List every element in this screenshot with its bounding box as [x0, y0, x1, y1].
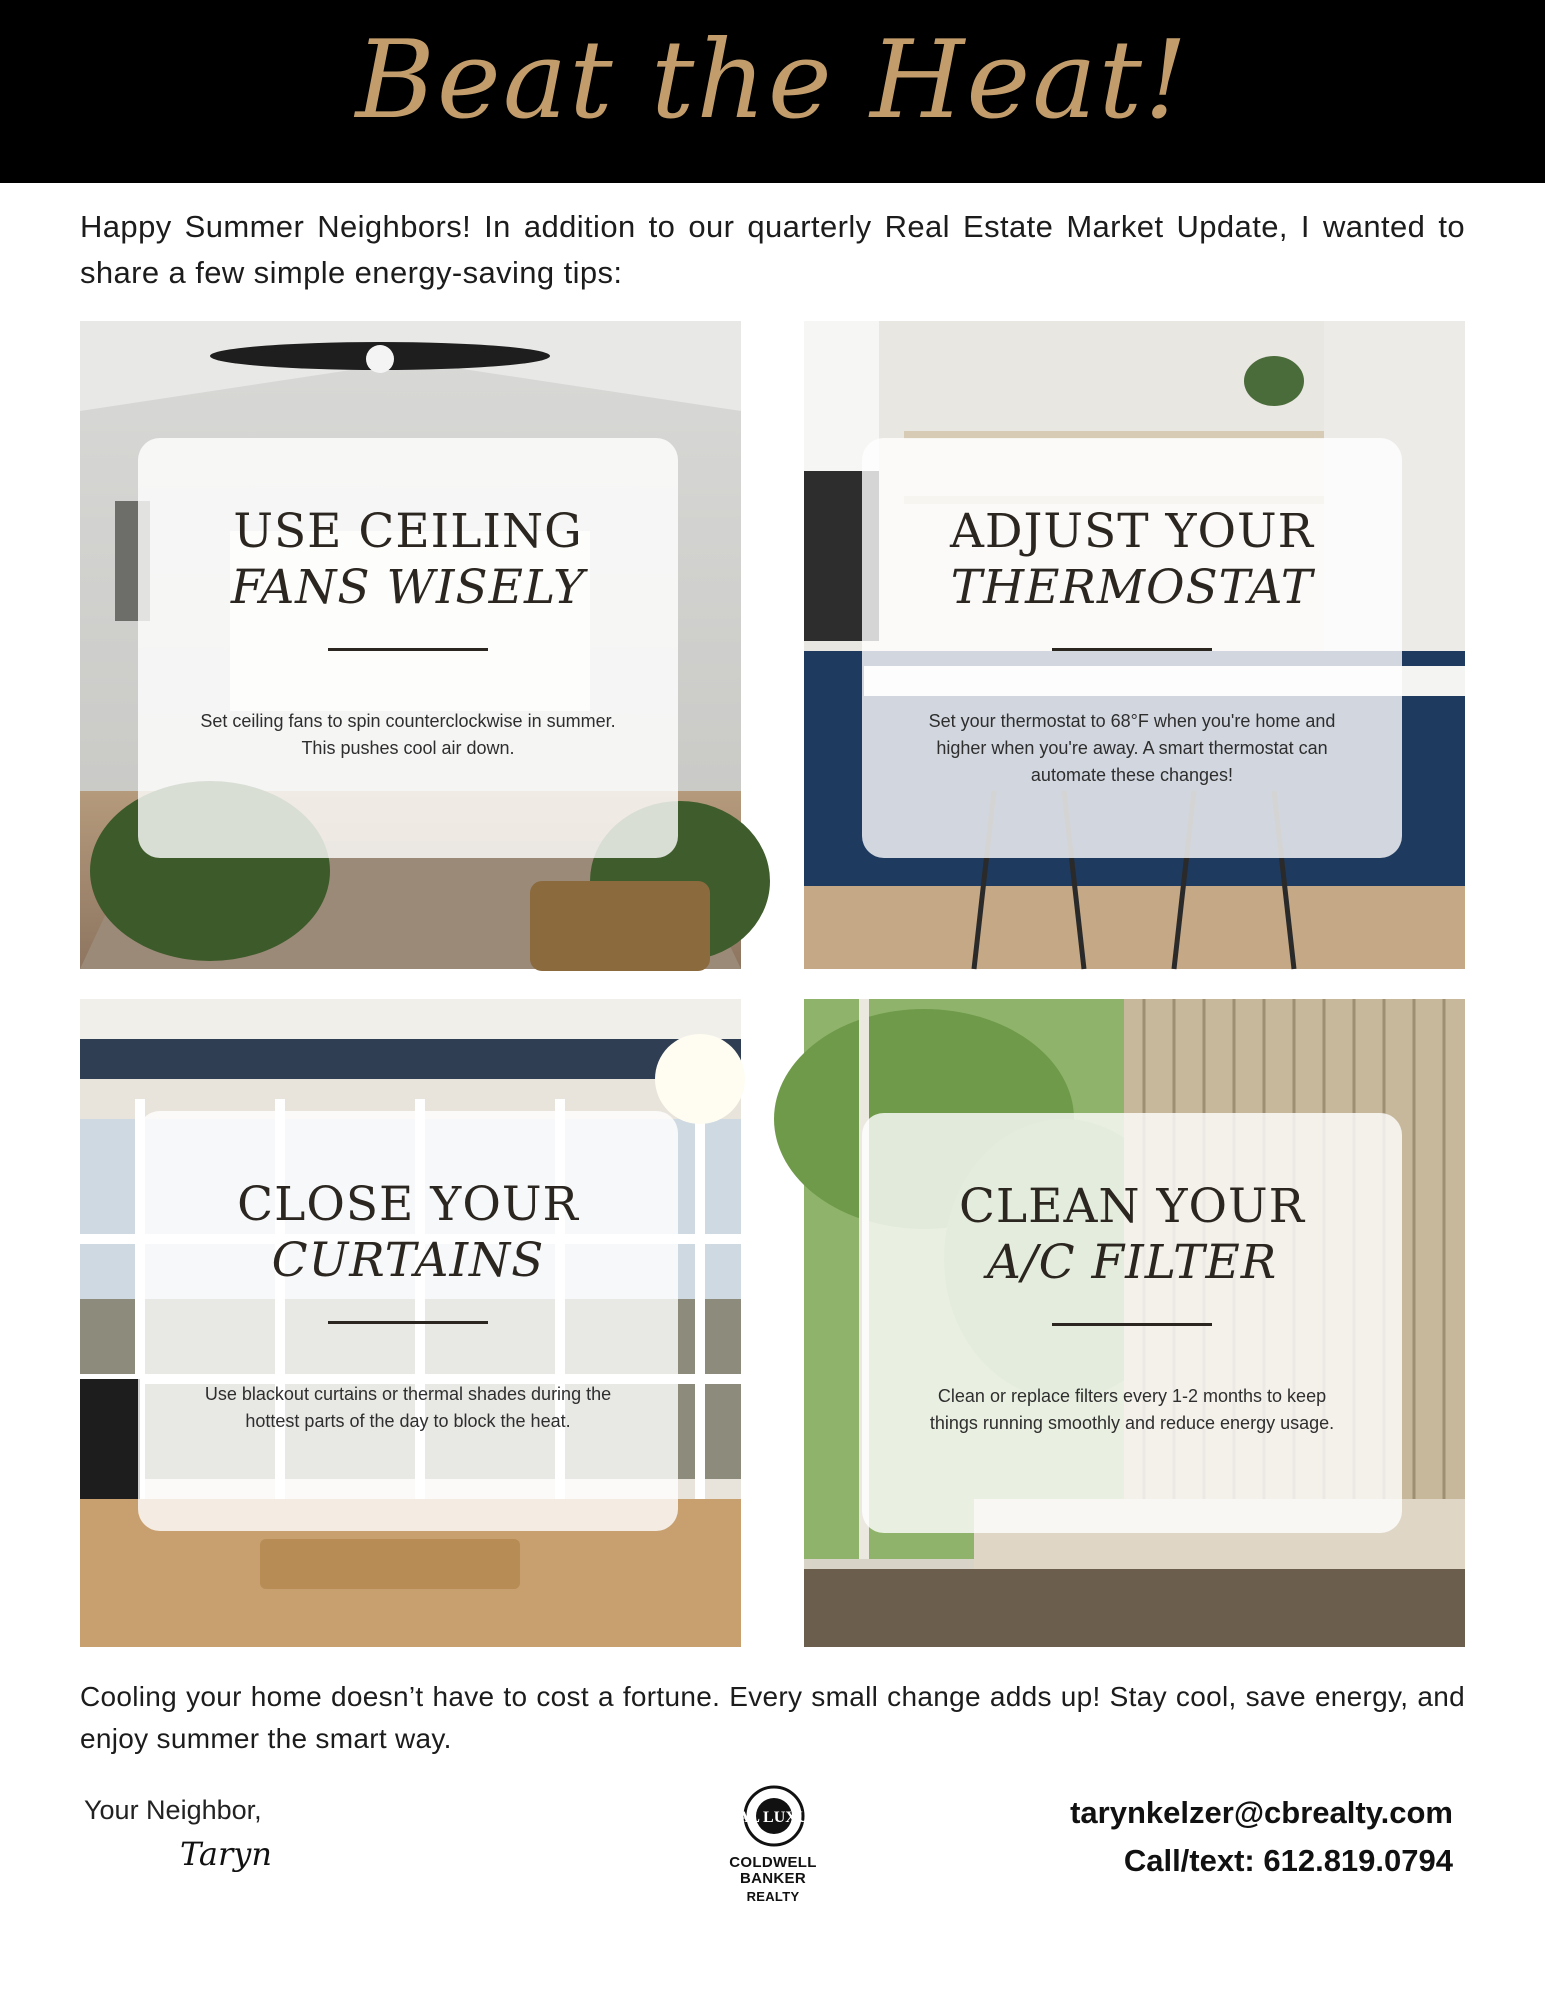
tip-heading-line2: CURTAINS	[271, 1233, 545, 1288]
page-title: Beat the Heat!	[355, 18, 1190, 143]
tip-card	[138, 438, 678, 858]
tip-heading-line1: CLOSE YOUR	[237, 1177, 579, 1232]
tip-heading-line2: A/C FILTER	[986, 1235, 1278, 1290]
signature: Taryn	[180, 1835, 272, 1873]
coldwell-banker-logo	[691, 1785, 857, 1905]
tip-heading-line1: ADJUST YOUR	[949, 504, 1315, 559]
logo-line-banker: BANKER	[740, 1870, 806, 1887]
tip-tile-curtains	[80, 999, 741, 1647]
tip-heading-line1: USE CEILING	[233, 504, 583, 559]
signoff-label: Your Neighbor,	[84, 1795, 262, 1825]
logo-badge: GLOBAL LUXURY CB	[691, 1809, 857, 1826]
tip-card	[862, 1113, 1402, 1533]
tip-tile-ceiling-fans	[80, 321, 741, 969]
tip-description: Use blackout curtains or thermal shades during the hottest parts of the day to block the heat.	[204, 1384, 612, 1431]
contact-email-link[interactable]: tarynkelzer@cbrealty.com	[1070, 1795, 1453, 1830]
tip-heading-line1: CLEAN YOUR	[958, 1179, 1306, 1234]
divider	[1052, 648, 1212, 651]
logo-line-realty: REALTY	[746, 1889, 800, 1904]
divider	[1052, 1323, 1212, 1326]
contact-phone[interactable]: Call/text: 612.819.0794	[1123, 1843, 1453, 1878]
tip-heading-line2: THERMOSTAT	[950, 560, 1314, 615]
tip-card	[862, 438, 1402, 858]
closing-paragraph: Cooling your home doesn’t have to cost a fortune. Every small change adds up! Stay cool, save energy, and enjoy summer the smart way.	[80, 1681, 1465, 1754]
tip-description: Set your thermostat to 68°F when you're home and higher when you're away. A smart thermostat can automate these changes!	[928, 711, 1336, 785]
divider	[328, 648, 488, 651]
tip-card	[138, 1111, 678, 1531]
tip-description: Set ceiling fans to spin counterclockwise in summer. This pushes cool air down.	[200, 711, 616, 758]
tip-tile-ac-filter	[804, 999, 1465, 1647]
cb-seal-icon	[691, 1785, 857, 1847]
header-banner	[0, 0, 1545, 183]
logo-line-coldwell: COLDWELL	[729, 1854, 817, 1871]
divider	[328, 1321, 488, 1324]
tip-heading-line2: FANS WISELY	[230, 560, 586, 615]
tip-description: Clean or replace filters every 1-2 months to keep things running smoothly and reduce energy usage.	[929, 1386, 1335, 1433]
tip-tile-thermostat	[804, 321, 1465, 969]
intro-paragraph: Happy Summer Neighbors! In addition to our quarterly Real Estate Market Update, I wanted to share a few simple energy-saving tips:	[80, 209, 1465, 290]
